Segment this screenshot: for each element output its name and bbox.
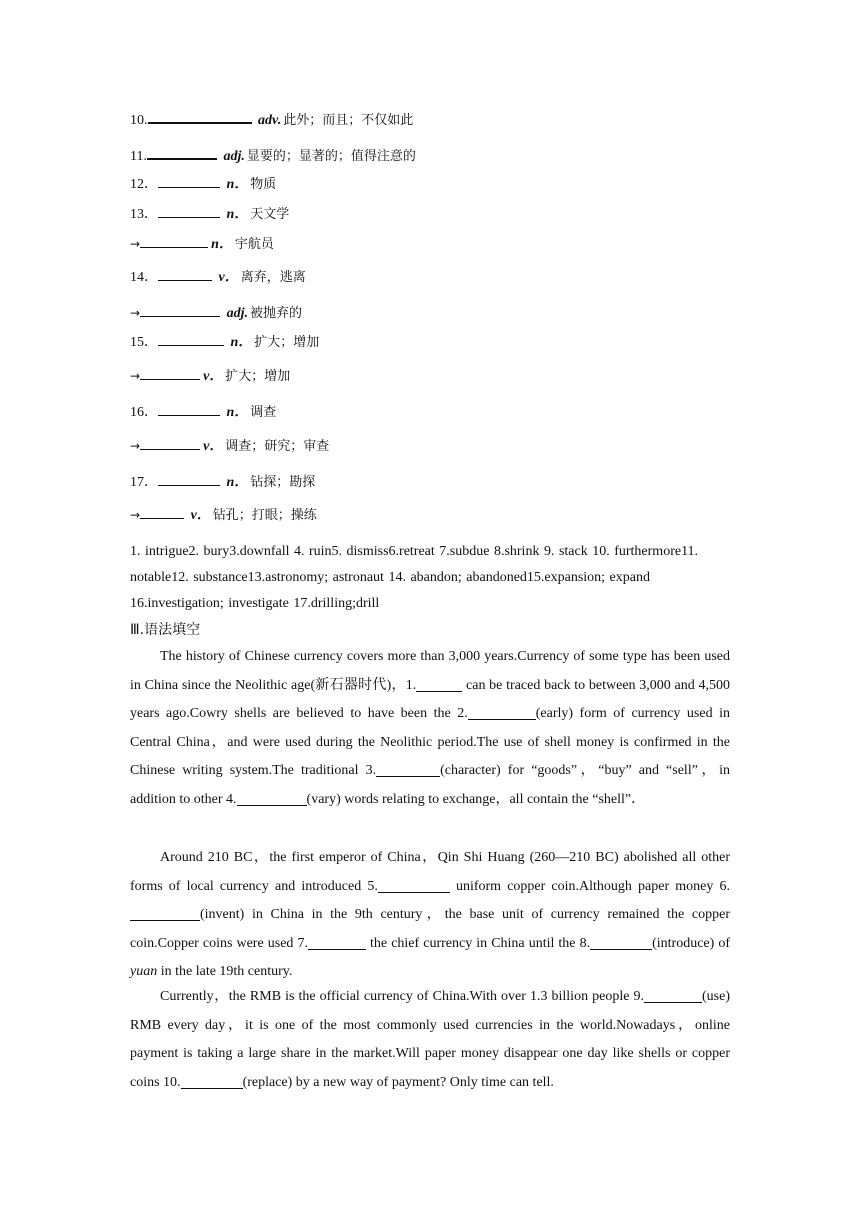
part-of-speech: n． <box>230 335 253 350</box>
part-of-speech: n． <box>226 207 249 222</box>
answer-blank[interactable] <box>147 144 217 160</box>
vocab-number: 15． <box>130 335 158 350</box>
vocab-meaning: 天文学 <box>250 207 290 222</box>
arrow-icon: → <box>130 306 141 320</box>
answer-blank[interactable] <box>140 435 200 450</box>
arrow-icon: → <box>130 439 141 453</box>
vocab-meaning: 扩大；增加 <box>254 335 320 350</box>
vocab-line-13 <box>130 203 289 225</box>
part-of-speech: v． <box>190 508 211 523</box>
vocab-line-16-derived <box>130 435 329 457</box>
vocab-meaning: 钻探；勘探 <box>250 475 316 490</box>
answer-key: 1. intrigue2. bury3.downfall 4. ruin5. dismiss6.retreat 7.subdue 8.shrink 9. stack 10. furthermore11. notable12. substance13.astronomy; astronaut 14. abandon; abandoned15.expansion; expand 16.investigation; investigate 17.drilling;drill <box>130 544 699 611</box>
vocab-meaning: 此外；而且；不仅如此 <box>283 113 414 128</box>
vocab-number: 11. <box>130 149 147 164</box>
vocab-meaning: 物质 <box>250 177 277 192</box>
answer-blank[interactable] <box>158 203 220 218</box>
part-of-speech: adj. <box>223 149 245 164</box>
grammar-blank-4[interactable] <box>237 789 307 806</box>
vocab-line-14 <box>130 266 306 288</box>
vocab-line-15-derived <box>130 365 290 387</box>
vocab-number: 17． <box>130 475 158 490</box>
vocab-line-17 <box>130 471 315 493</box>
answer-blank[interactable] <box>140 302 220 317</box>
grammar-blank-2[interactable] <box>468 703 536 720</box>
answer-blank[interactable] <box>140 233 208 248</box>
vocab-number: 16． <box>130 405 158 420</box>
vocab-line-15 <box>130 331 319 353</box>
passage-paragraph-2: Around 210 BC，the first emperor of China，Qin Shi Huang (260—210 BC) abolished all other forms of local currency and introduced 5. uniform copper coin.Although paper money 6.(invent) in China in the 9th century，the base unit of currency remained the copper coin.Copper coins were used 7. the chief currency in China until the 8. (introduce) of yuan in the late 19th century. <box>130 850 731 979</box>
answer-blank[interactable] <box>158 471 220 486</box>
part-of-speech: n． <box>226 177 249 192</box>
part-of-speech: adv. <box>258 113 282 128</box>
answer-blank[interactable] <box>140 504 184 519</box>
vocab-meaning: 显要的；显著的；值得注意的 <box>246 149 416 164</box>
part-of-speech: n． <box>226 405 249 420</box>
vocab-meaning: 被抛弃的 <box>249 306 302 321</box>
vocab-meaning: 离弃，逃离 <box>240 270 306 285</box>
passage-paragraph-1: The history of Chinese currency covers more than 3,000 years.Currency of some type has been used in China since the Neolithic age(新石器时代)，1. can be traced back to between 3,000 and 4,500 years ago.Cowry shells are believed to have been the 2. (early) form of currency used in Central China，and were used during the Neolithic period.The use of shell money is confirmed in the Chinese writing system.The traditional 3. (character) for “goods”，“buy” and “sell”，in addition to other 4. (vary) words relating to exchange，all contain the “shell”． <box>130 649 730 807</box>
answer-blank[interactable] <box>148 108 252 124</box>
grammar-blank-1[interactable] <box>416 675 462 692</box>
arrow-icon: → <box>130 237 141 251</box>
answer-blank[interactable] <box>158 331 224 346</box>
grammar-blank-10[interactable] <box>181 1072 243 1089</box>
part-of-speech: v． <box>203 439 224 454</box>
part-of-speech: adj. <box>226 306 248 321</box>
answer-blank[interactable] <box>158 266 212 281</box>
answer-blank[interactable] <box>158 401 220 416</box>
grammar-blank-7[interactable] <box>308 933 366 950</box>
grammar-blank-8[interactable] <box>590 933 652 950</box>
vocab-meaning: 钻孔；打眼；操练 <box>212 508 317 523</box>
vocab-number: 12． <box>130 177 158 192</box>
vocab-line-16 <box>130 401 276 423</box>
section-heading: Ⅲ.语法填空 <box>130 622 201 638</box>
vocab-meaning: 扩大；增加 <box>225 369 291 384</box>
vocab-line-17-derived <box>130 504 317 526</box>
part-of-speech: n． <box>226 475 249 490</box>
part-of-speech: v． <box>218 270 239 285</box>
answer-blank[interactable] <box>158 173 220 188</box>
vocab-line-13-derived <box>130 233 274 255</box>
vocab-meaning: 宇航员 <box>234 237 274 252</box>
part-of-speech: v． <box>203 369 224 384</box>
grammar-blank-6[interactable] <box>130 904 200 921</box>
vocab-line-10 <box>130 108 413 131</box>
grammar-blank-3[interactable] <box>376 760 440 777</box>
vocab-number: 10. <box>130 113 148 128</box>
arrow-icon: → <box>130 508 141 522</box>
part-of-speech: n． <box>211 237 233 252</box>
vocab-line-14-derived <box>130 302 302 324</box>
grammar-blank-9[interactable] <box>644 986 702 1003</box>
vocab-number: 14． <box>130 270 158 285</box>
answer-blank[interactable] <box>140 365 200 380</box>
passage-paragraph-3: Currently，the RMB is the official currency of China.With over 1.3 billion people 9. (use) RMB every day，it is one of the most commonly used currencies in the world.Nowadays，online payment is taking a large share in the market.Will paper money disappear one day like shells or copper coins 10. (replace) by a new way of payment? Only time can tell. <box>130 983 730 1097</box>
vocab-line-11 <box>130 144 416 167</box>
vocab-meaning: 调查；研究；审查 <box>225 439 330 454</box>
vocab-number: 13． <box>130 207 158 222</box>
vocab-line-12 <box>130 173 276 195</box>
arrow-icon: → <box>130 369 141 383</box>
vocab-meaning: 调查 <box>250 405 277 420</box>
grammar-blank-5[interactable] <box>378 876 450 893</box>
